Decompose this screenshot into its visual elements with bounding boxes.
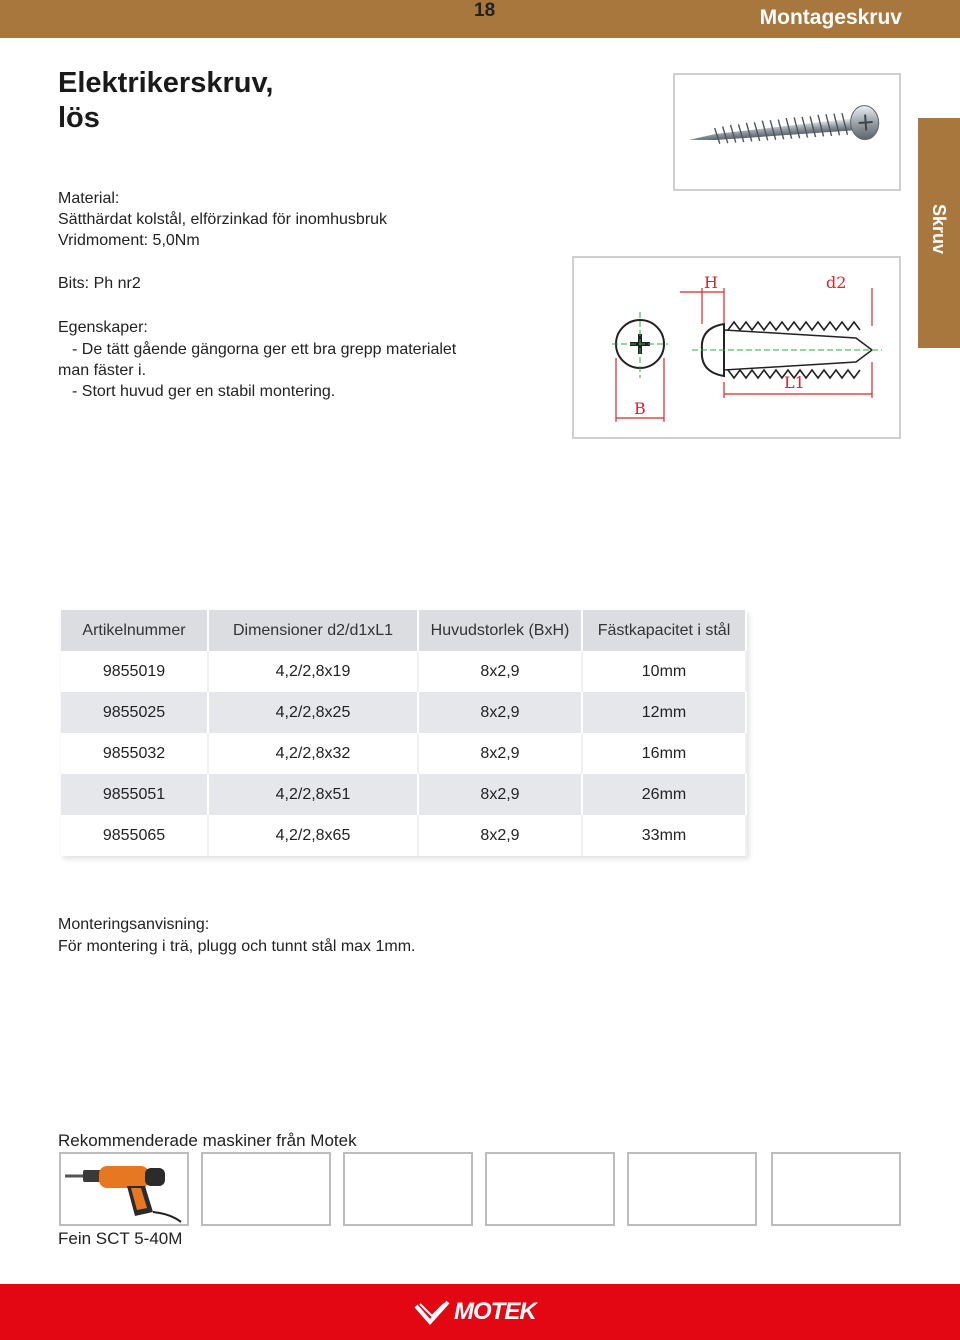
properties-line-3: - Stort huvud ger en stabil montering. bbox=[72, 383, 336, 400]
table-row bbox=[61, 774, 747, 815]
machine-image-6[interactable] bbox=[771, 1152, 901, 1226]
bits-label: Bits: bbox=[58, 275, 90, 292]
screw-image bbox=[675, 75, 899, 189]
table-cell: 8x2,9 bbox=[419, 651, 583, 692]
table-cell: 8x2,9 bbox=[419, 774, 583, 815]
machine-image-3[interactable] bbox=[343, 1152, 473, 1226]
table-cell: 12mm bbox=[583, 692, 747, 733]
side-tab bbox=[918, 118, 960, 348]
section-title: Montageskruv bbox=[759, 6, 902, 29]
instructions-text: För montering i trä, plugg och tunnt stål max 1mm. bbox=[58, 938, 416, 955]
material-line-2: Vridmoment: 5,0Nm bbox=[58, 232, 200, 249]
dim-label-d2: d2 bbox=[826, 273, 847, 292]
table-header-cell: Huvudstorlek (BxH) bbox=[419, 610, 583, 651]
machines-heading: Rekommenderade maskiner från Motek bbox=[58, 1131, 357, 1150]
machine-image-4[interactable] bbox=[485, 1152, 615, 1226]
bits-info bbox=[58, 273, 141, 295]
table-cell: 8x2,9 bbox=[419, 733, 583, 774]
table-header-row bbox=[61, 610, 747, 651]
machine-image-5[interactable] bbox=[627, 1152, 757, 1226]
table-cell: 33mm bbox=[583, 815, 747, 856]
dim-label-h: H bbox=[704, 273, 718, 292]
table-cell: 4,2/2,8x19 bbox=[209, 651, 419, 692]
screw-dimension-diagram bbox=[572, 256, 901, 439]
table-cell: 16mm bbox=[583, 733, 747, 774]
properties-line-2: man fäster i. bbox=[58, 362, 147, 379]
properties-line-1: - De tätt gående gängorna ger ett bra grepp materialet bbox=[72, 341, 457, 358]
bits-value: Ph nr2 bbox=[93, 275, 141, 292]
side-tab-label: Skruv bbox=[929, 204, 949, 255]
machine-name-1: Fein SCT 5-40M bbox=[58, 1229, 183, 1248]
table-cell: 9855032 bbox=[61, 733, 209, 774]
material-line-1: Sätthärdat kolstål, elförzinkad för inomhusbruk bbox=[58, 211, 388, 228]
screw-photo bbox=[673, 73, 901, 191]
page-title bbox=[58, 66, 274, 136]
table-cell: 4,2/2,8x51 bbox=[209, 774, 419, 815]
dim-label-b: B bbox=[634, 399, 646, 418]
table-header-cell: Dimensioner d2/d1xL1 bbox=[209, 610, 419, 651]
table-cell: 10mm bbox=[583, 651, 747, 692]
instructions-label: Monteringsanvisning: bbox=[58, 916, 210, 933]
motek-logo-text: MOTEK bbox=[454, 1298, 536, 1325]
header-bar bbox=[0, 0, 960, 38]
table-cell: 26mm bbox=[583, 774, 747, 815]
table-row bbox=[61, 733, 747, 774]
table-header-cell: Fästkapacitet i stål bbox=[583, 610, 747, 651]
screwdriver-icon bbox=[61, 1154, 187, 1224]
properties-label: Egenskaper: bbox=[58, 319, 148, 336]
table-cell: 9855051 bbox=[61, 774, 209, 815]
machine-image-1[interactable] bbox=[59, 1152, 189, 1226]
table-row bbox=[61, 651, 747, 692]
dimension-drawing bbox=[574, 258, 899, 437]
table-cell: 9855065 bbox=[61, 815, 209, 856]
title-line-2: lös bbox=[58, 102, 100, 134]
title-line-1: Elektrikerskruv, bbox=[58, 67, 274, 99]
table-row bbox=[61, 815, 747, 856]
page-number: 18 bbox=[474, 0, 496, 21]
table-cell: 9855025 bbox=[61, 692, 209, 733]
machine-image-2[interactable] bbox=[201, 1152, 331, 1226]
table-header-cell: Artikelnummer bbox=[61, 610, 209, 651]
table-cell: 4,2/2,8x25 bbox=[209, 692, 419, 733]
table-row bbox=[61, 692, 747, 733]
table-cell: 8x2,9 bbox=[419, 815, 583, 856]
spec-table bbox=[61, 610, 747, 856]
table-cell: 9855019 bbox=[61, 651, 209, 692]
table-cell: 4,2/2,8x65 bbox=[209, 815, 419, 856]
motek-logo bbox=[414, 1296, 536, 1328]
dim-label-l1: L1 bbox=[784, 373, 805, 392]
material-label: Material: bbox=[58, 190, 120, 207]
table-cell: 8x2,9 bbox=[419, 692, 583, 733]
footer-bar bbox=[0, 1284, 960, 1340]
motek-logo-icon bbox=[414, 1298, 450, 1326]
table-cell: 4,2/2,8x32 bbox=[209, 733, 419, 774]
